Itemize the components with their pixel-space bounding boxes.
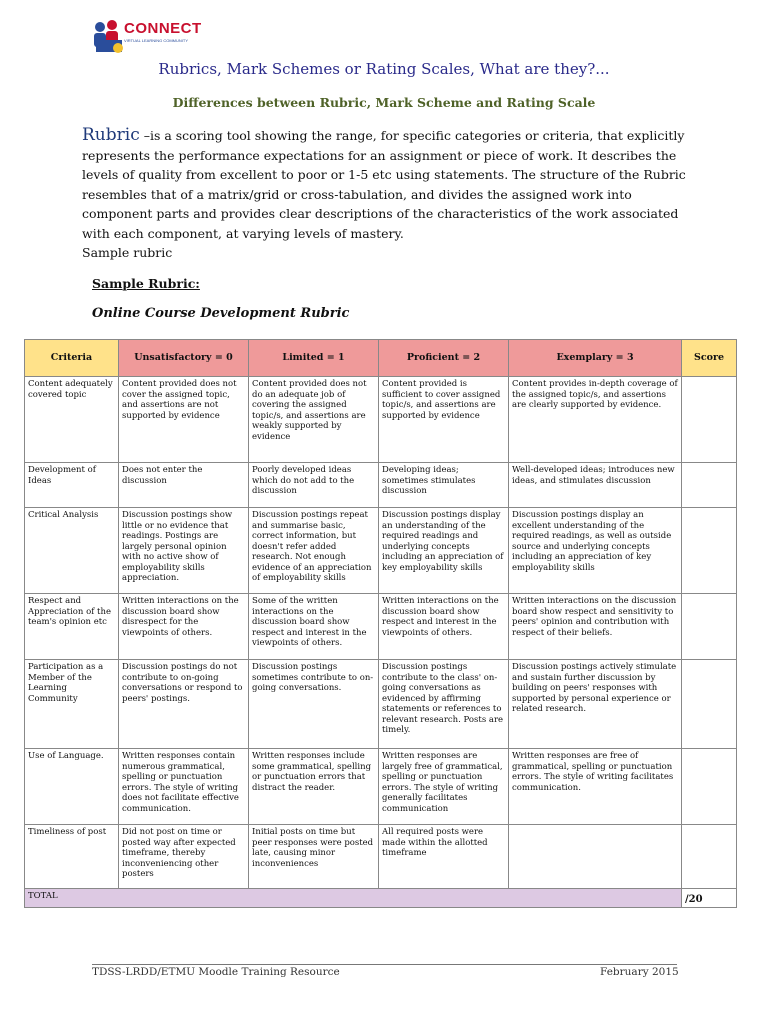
footer-divider xyxy=(92,964,677,965)
sample-rubric-label: Sample rubric xyxy=(82,245,173,260)
table-row xyxy=(25,463,737,508)
unsatisfactory-cell: Did not post on time or posted way after expected timeframe, thereby inconveniencing other posters xyxy=(119,825,249,889)
table-row xyxy=(25,749,737,825)
table-header-row xyxy=(25,340,737,377)
unsatisfactory-cell: Discussion postings do not contribute to on-going conversations or respond to peers' postings. xyxy=(119,660,249,749)
table-row xyxy=(25,660,737,749)
header-criteria: Criteria xyxy=(25,340,119,377)
page-title: Rubrics, Mark Schemes or Rating Scales, What are they?... xyxy=(158,60,610,78)
criteria-cell: Critical Analysis xyxy=(25,508,119,594)
logo-subtext: VIRTUAL LEARNING COMMUNITY xyxy=(124,38,189,43)
total-score: /20 xyxy=(682,889,737,908)
rubric-definition xyxy=(82,126,702,263)
criteria-cell: Respect and Appreciation of the team's opinion etc xyxy=(25,594,119,660)
limited-cell: Discussion postings repeat and summarise basic, correct information, but doesn't refer added research. Not enough evidence of an appreciation of employability skills xyxy=(249,508,379,594)
criteria-cell: Use of Language. xyxy=(25,749,119,825)
score-cell xyxy=(682,377,737,463)
limited-cell: Some of the written interactions on the discussion board show respect and interest in the viewpoints of others. xyxy=(249,594,379,660)
limited-cell: Written responses include some grammatical, spelling or punctuation errors that distract the reader. xyxy=(249,749,379,825)
logo-text: CONNECT xyxy=(124,20,202,37)
limited-cell: Poorly developed ideas which do not add to the discussion xyxy=(249,463,379,508)
exemplary-cell: Written responses are free of grammatical, spelling or punctuation errors. The style of writing facilitates communication. xyxy=(509,749,682,825)
sample-rubric-heading: Sample Rubric: xyxy=(92,276,200,291)
limited-cell: Content provided does not do an adequate job of covering the assigned topic/s, and assertions are weakly supported by evidence xyxy=(249,377,379,463)
criteria-cell: Development of Ideas xyxy=(25,463,119,508)
total-label: TOTAL xyxy=(25,889,682,908)
proficient-cell: Discussion postings display an understanding of the required readings and underlying concepts including an appreciation of key employability skills xyxy=(379,508,509,594)
limited-cell: Discussion postings sometimes contribute to on-going conversations. xyxy=(249,660,379,749)
score-cell xyxy=(682,508,737,594)
table-row xyxy=(25,377,737,463)
rubric-table xyxy=(24,339,737,908)
proficient-cell: Content provided is sufficient to cover assigned topic/s, and assertions are supported by evidence xyxy=(379,377,509,463)
header-limited: Limited = 1 xyxy=(249,340,379,377)
rubric-definition-text: –is a scoring tool showing the range, for specific categories or criteria, that explicitly represents the performance expectations for an assignment or piece of work. It describes the levels of quality from excellent to poor or 1-5 etc using statements. The structure of the Rubric resembles that of a matrix/grid or cross-tabulation, and divides the assigned work into component parts and provides clear descriptions of the characteristics of the work associated with each component, at varying levels of mastery. xyxy=(82,128,686,241)
proficient-cell: All required posts were made within the allotted timeframe xyxy=(379,825,509,889)
exemplary-cell: Written interactions on the discussion board show respect and sensitivity to peers' opinion and contribution with respect of their beliefs. xyxy=(509,594,682,660)
proficient-cell: Discussion postings contribute to the class' on-going conversations as evidenced by affirming statements or references to relevant research. Posts are timely. xyxy=(379,660,509,749)
total-row xyxy=(25,889,737,908)
footer-date: February 2015 xyxy=(600,966,679,978)
exemplary-cell: Content provides in-depth coverage of the assigned topic/s, and assertions are clearly supported by evidence. xyxy=(509,377,682,463)
table-row xyxy=(25,594,737,660)
footer-source: TDSS-LRDD/ETMU Moodle Training Resource xyxy=(92,966,340,978)
header-proficient: Proficient = 2 xyxy=(379,340,509,377)
header-score: Score xyxy=(682,340,737,377)
header-exemplary: Exemplary = 3 xyxy=(509,340,682,377)
proficient-cell: Developing ideas; sometimes stimulates discussion xyxy=(379,463,509,508)
exemplary-cell xyxy=(509,825,682,889)
unsatisfactory-cell: Discussion postings show little or no evidence that readings. Postings are largely personal opinion with no active show of employability skills appreciation. xyxy=(119,508,249,594)
unsatisfactory-cell: Content provided does not cover the assigned topic, and assertions are not supported by evidence xyxy=(119,377,249,463)
score-cell xyxy=(682,749,737,825)
rubric-table-title: Online Course Development Rubric xyxy=(92,306,350,321)
limited-cell: Initial posts on time but peer responses were posted late, causing minor inconveniences xyxy=(249,825,379,889)
table-row xyxy=(25,825,737,889)
table-row xyxy=(25,508,737,594)
criteria-cell: Content adequately covered topic xyxy=(25,377,119,463)
unsatisfactory-cell: Does not enter the discussion xyxy=(119,463,249,508)
score-cell xyxy=(682,463,737,508)
header-unsatisfactory: Unsatisfactory = 0 xyxy=(119,340,249,377)
exemplary-cell: Well-developed ideas; introduces new ideas, and stimulates discussion xyxy=(509,463,682,508)
score-cell xyxy=(682,594,737,660)
score-cell xyxy=(682,660,737,749)
heart-nta-connect-logo xyxy=(88,18,202,56)
unsatisfactory-cell: Written interactions on the discussion board show disrespect for the viewpoints of others. xyxy=(119,594,249,660)
score-cell xyxy=(682,825,737,889)
people-logo-icon xyxy=(88,18,128,56)
unsatisfactory-cell: Written responses contain numerous grammatical, spelling or punctuation errors. The style of writing does not facilitate effective communication. xyxy=(119,749,249,825)
exemplary-cell: Discussion postings display an excellent understanding of the required readings, as well as outside source and underlying concepts including an appreciation of key employability skills xyxy=(509,508,682,594)
criteria-cell: Timeliness of post xyxy=(25,825,119,889)
rubric-term: Rubric xyxy=(82,125,140,145)
exemplary-cell: Discussion postings actively stimulate and sustain further discussion by building on peers' responses with supported by personal experience or related research. xyxy=(509,660,682,749)
proficient-cell: Written responses are largely free of grammatical, spelling or punctuation errors. The style of writing generally facilitates communication xyxy=(379,749,509,825)
criteria-cell: Participation as a Member of the Learning Community xyxy=(25,660,119,749)
page-subtitle: Differences between Rubric, Mark Scheme and Rating Scale xyxy=(172,95,596,110)
proficient-cell: Written interactions on the discussion board show respect and interest in the viewpoints of others. xyxy=(379,594,509,660)
